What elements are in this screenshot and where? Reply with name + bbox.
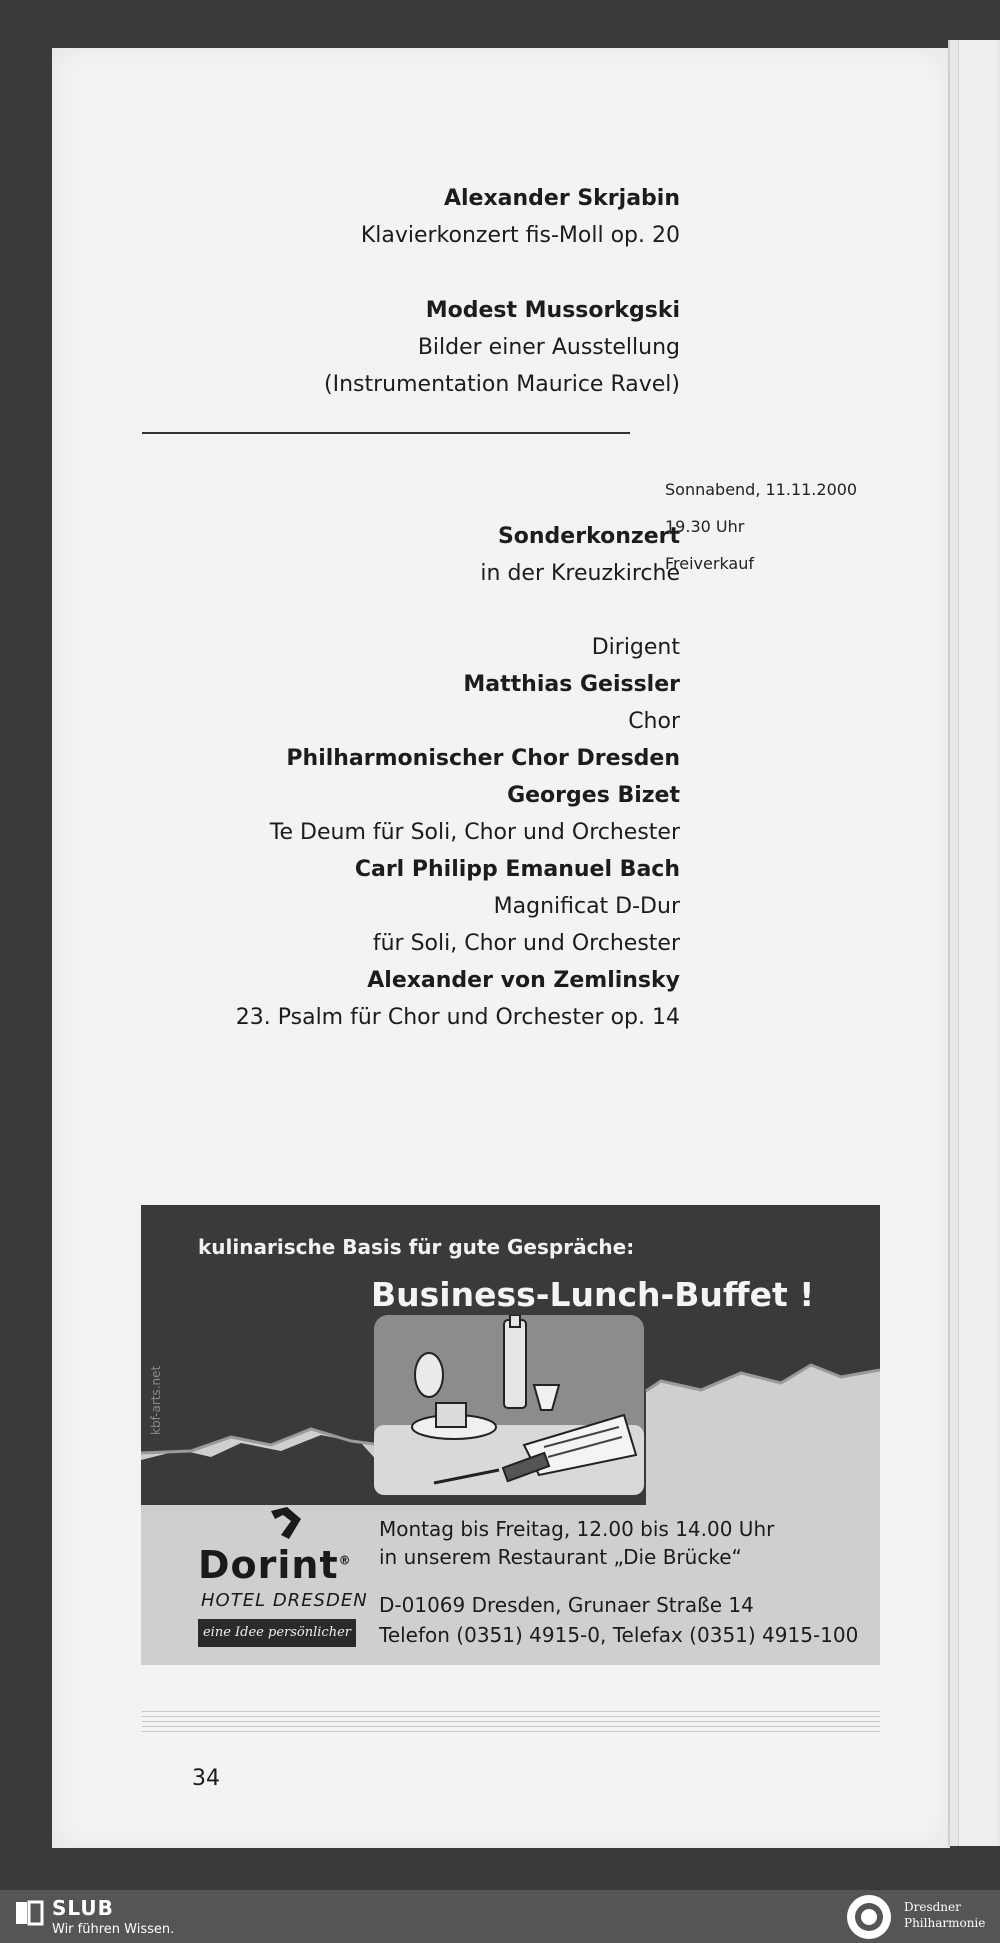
program-heading: Philharmonischer Chor Dresden — [286, 746, 680, 771]
brand-text: Dorint — [198, 1543, 339, 1587]
program-text: Dirigent — [591, 635, 680, 660]
concert-venue: in der Kreuzkirche — [480, 561, 680, 586]
library-name: SLUB — [52, 1896, 114, 1920]
ad-restaurant: in unserem Restaurant „Die Brücke“ — [379, 1545, 742, 1569]
hotel-advertisement — [141, 1205, 880, 1665]
program-text: Chor — [628, 709, 680, 734]
partner-name-line1: Dresdner — [904, 1900, 961, 1914]
staff-line — [142, 1726, 880, 1727]
concert-title: Sonderkonzert — [497, 524, 680, 549]
library-tagline: Wir führen Wissen. — [52, 1922, 175, 1937]
program-heading: Alexander von Zemlinsky — [367, 968, 680, 993]
partner-name-line2: Philharmonie — [904, 1916, 986, 1930]
ad-headline: Business-Lunch-Buffet ! — [371, 1275, 815, 1314]
program-heading: Carl Philipp Emanuel Bach — [354, 857, 680, 882]
program-heading: Modest Mussorkgski — [425, 298, 680, 323]
staff-line — [142, 1731, 880, 1732]
philharmonie-logo-icon — [843, 1893, 895, 1941]
program-text: für Soli, Chor und Orchester — [372, 931, 680, 956]
brand-name — [198, 1543, 352, 1587]
buffet-illustration — [374, 1315, 644, 1495]
ad-address: D-01069 Dresden, Grunaer Straße 14 — [379, 1593, 754, 1617]
program-text: 23. Psalm für Chor und Orchester op. 14 — [235, 1005, 680, 1030]
concert-time: 19.30 Uhr — [665, 517, 745, 536]
program-heading: Matthias Geissler — [463, 672, 680, 697]
ad-kicker: kulinarische Basis für gute Gespräche: — [198, 1235, 635, 1259]
registered-mark: ® — [338, 1553, 352, 1568]
ad-hours: Montag bis Freitag, 12.00 bis 14.00 Uhr — [379, 1517, 775, 1541]
concert-date: Sonnabend, 11.11.2000 — [665, 480, 858, 499]
page-number: 34 — [192, 1766, 220, 1791]
staff-line — [142, 1711, 880, 1712]
ad-credit: kbf-arts.net — [149, 1365, 163, 1435]
program-text: Magnificat D-Dur — [493, 894, 680, 919]
program-text: Te Deum für Soli, Chor und Orchester — [269, 820, 680, 845]
viewer-footer — [0, 1890, 1000, 1943]
staff-line — [142, 1716, 880, 1717]
dorint-logo-icon — [261, 1505, 305, 1545]
ad-phone: Telefon (0351) 4915-0, Telefax (0351) 4915-100 — [379, 1623, 859, 1647]
program-heading: Georges Bizet — [507, 783, 680, 808]
program-heading: Alexander Skrjabin — [443, 186, 680, 211]
page-edge — [948, 40, 1000, 1846]
program-text: Klavierkonzert fis-Moll op. 20 — [360, 223, 680, 248]
program-text: Bilder einer Ausstellung — [417, 335, 680, 360]
hotel-slogan: eine Idee persönlicher — [198, 1619, 356, 1647]
hotel-name: HOTEL DRESDEN — [201, 1590, 368, 1611]
program-text: (Instrumentation Maurice Ravel) — [324, 372, 680, 397]
ticket-sale: Freiverkauf — [665, 554, 755, 573]
divider-rule — [142, 432, 630, 434]
slub-logo-icon — [14, 1898, 44, 1928]
staff-line — [142, 1721, 880, 1722]
